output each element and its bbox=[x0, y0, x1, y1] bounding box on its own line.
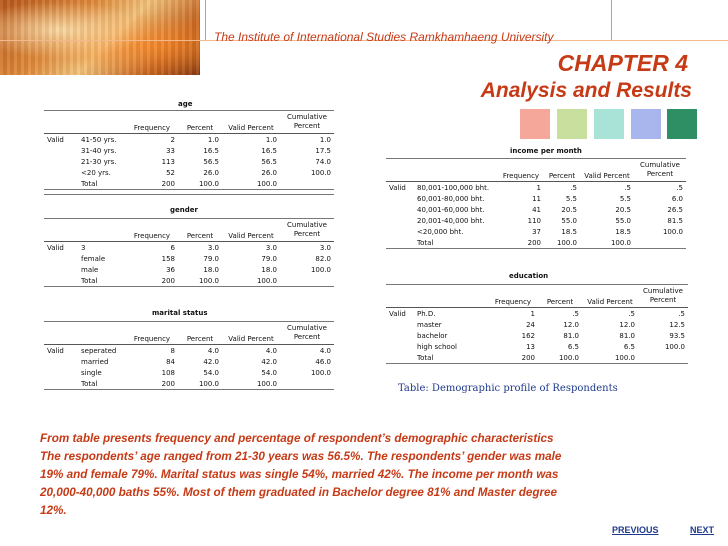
column-header: Frequency bbox=[126, 122, 178, 134]
header-spacer bbox=[44, 322, 78, 334]
table-cell: 3.0 bbox=[319, 243, 331, 252]
header-spacer bbox=[582, 285, 638, 297]
institution-name: The Institute of International Studies Ramkhamhaeng University bbox=[214, 30, 554, 44]
table-cell: 110 bbox=[527, 216, 541, 225]
table-cell: 162 bbox=[521, 331, 535, 340]
header-spacer bbox=[580, 159, 634, 171]
table-cell bbox=[634, 237, 686, 249]
table-cell: 26.0 bbox=[261, 168, 277, 177]
header-spacer bbox=[44, 111, 78, 123]
header-spacer bbox=[538, 285, 582, 297]
table-cell: 100.0 bbox=[610, 238, 631, 247]
row-label: 80,001-100,000 bht. bbox=[417, 183, 490, 192]
table-cell: 24 bbox=[526, 320, 535, 329]
previous-link[interactable]: PREVIOUS bbox=[612, 525, 659, 535]
table-row bbox=[386, 237, 686, 249]
row-group-label bbox=[386, 341, 414, 352]
header-spacer bbox=[414, 159, 498, 171]
table-cell: .5 bbox=[676, 183, 683, 192]
table-cell: 1 bbox=[530, 309, 535, 318]
table-cell: 26.0 bbox=[203, 168, 219, 177]
table-cell: 52 bbox=[166, 168, 175, 177]
table-row bbox=[44, 178, 334, 190]
row-group-label bbox=[44, 145, 78, 156]
header-spacer bbox=[126, 219, 178, 231]
table-cell: 1.0 bbox=[319, 135, 331, 144]
column-header: Percent bbox=[538, 296, 582, 308]
row-group-label bbox=[386, 330, 414, 341]
table-cell bbox=[638, 352, 688, 364]
row-label: female bbox=[81, 254, 106, 263]
table-cell: 20.5 bbox=[615, 205, 631, 214]
row-group-label bbox=[44, 264, 78, 275]
table-cell: 20.5 bbox=[561, 205, 577, 214]
table-cell: 6.5 bbox=[623, 342, 635, 351]
table-row bbox=[44, 264, 334, 275]
table-cell: 37 bbox=[532, 227, 541, 236]
header-divider bbox=[611, 0, 612, 40]
table-cell: 100.0 bbox=[310, 168, 331, 177]
table-cell: 16.5 bbox=[203, 146, 219, 155]
table-cell: 56.5 bbox=[261, 157, 277, 166]
column-header bbox=[44, 230, 78, 242]
column-header bbox=[78, 122, 126, 134]
table-cell: 100.0 bbox=[198, 276, 219, 285]
table-cell: 18.0 bbox=[203, 265, 219, 274]
row-group-label bbox=[44, 253, 78, 264]
row-group-label bbox=[386, 319, 414, 330]
table-cell: 36 bbox=[166, 265, 175, 274]
table-row bbox=[386, 215, 686, 226]
table-row bbox=[44, 275, 334, 287]
table-cell: .5 bbox=[570, 183, 577, 192]
table-cell: 79.0 bbox=[203, 254, 219, 263]
column-header: Cumulative Percent bbox=[638, 285, 688, 308]
table-cell: .5 bbox=[624, 183, 631, 192]
gender-table bbox=[44, 218, 334, 287]
row-label: high school bbox=[417, 342, 457, 351]
header-spacer bbox=[78, 111, 126, 123]
table-cell: 84 bbox=[166, 357, 175, 366]
decorative-square bbox=[594, 109, 624, 139]
row-group-label: Valid bbox=[47, 243, 64, 252]
table-row bbox=[44, 367, 334, 378]
row-label: 60,001-80,000 bht. bbox=[417, 194, 485, 203]
column-header: Valid Percent bbox=[580, 170, 634, 182]
marital-status-table bbox=[44, 321, 334, 390]
table-cell: 82.0 bbox=[315, 254, 331, 263]
table-row bbox=[44, 378, 334, 390]
row-label: single bbox=[81, 368, 102, 377]
summary-line: 19% and female 79%. Marital status was single 54%, married 42%. The income per month was bbox=[40, 468, 559, 481]
education-table bbox=[386, 284, 688, 364]
row-label: male bbox=[81, 265, 99, 274]
table-row bbox=[386, 330, 688, 341]
row-group-label bbox=[44, 367, 78, 378]
table-cell: 100.0 bbox=[310, 368, 331, 377]
table-cell: 74.0 bbox=[315, 157, 331, 166]
row-group-label bbox=[44, 275, 78, 287]
table-title-education: education bbox=[509, 272, 549, 280]
table-cell: 100.0 bbox=[198, 179, 219, 188]
table-cell: 3.0 bbox=[265, 243, 277, 252]
table-cell: 200 bbox=[161, 276, 175, 285]
table-cell: 200 bbox=[161, 379, 175, 388]
table-cell: 11 bbox=[532, 194, 541, 203]
table-cell: 6.5 bbox=[567, 342, 579, 351]
column-header: Cumulative Percent bbox=[634, 159, 686, 182]
column-header: Valid Percent bbox=[582, 296, 638, 308]
summary-paragraph bbox=[40, 430, 680, 520]
table-cell: 18.5 bbox=[561, 227, 577, 236]
row-label: Total bbox=[81, 379, 98, 388]
column-header bbox=[78, 333, 126, 345]
table-row bbox=[386, 308, 688, 320]
summary-line: From table presents frequency and percentage of respondent’s demographic characteristics bbox=[40, 432, 554, 445]
next-link[interactable]: NEXT bbox=[690, 525, 715, 535]
column-header: Percent bbox=[544, 170, 580, 182]
table-cell: .5 bbox=[678, 309, 685, 318]
table-row bbox=[386, 182, 686, 194]
row-label: 20,001-40,000 bht. bbox=[417, 216, 485, 225]
decorative-square bbox=[557, 109, 587, 139]
table-cell: 100.0 bbox=[614, 353, 635, 362]
table-row bbox=[44, 253, 334, 264]
column-header bbox=[414, 170, 498, 182]
table-cell: 12.0 bbox=[619, 320, 635, 329]
summary-line: The respondents’ age ranged from 21-30 years was 56.5%. The respondents’ gender was male bbox=[40, 450, 562, 463]
section-title: Analysis and Results bbox=[480, 79, 692, 102]
column-header: Frequency bbox=[126, 230, 178, 242]
header-spacer bbox=[386, 159, 414, 171]
header-spacer bbox=[222, 111, 280, 123]
row-group-label bbox=[386, 193, 414, 204]
table-row bbox=[386, 193, 686, 204]
table-cell: 100.0 bbox=[662, 227, 683, 236]
table-cell: 1.0 bbox=[207, 135, 219, 144]
table-frame bbox=[44, 194, 334, 195]
table-cell: 41 bbox=[532, 205, 541, 214]
table-row bbox=[44, 156, 334, 167]
row-group-label bbox=[44, 167, 78, 178]
table-cell: 4.0 bbox=[319, 346, 331, 355]
table-cell: 2 bbox=[170, 135, 175, 144]
table-cell: 4.0 bbox=[207, 346, 219, 355]
table-title-gender: gender bbox=[170, 206, 198, 214]
column-header bbox=[44, 333, 78, 345]
column-header bbox=[386, 170, 414, 182]
table-cell: 100.0 bbox=[310, 265, 331, 274]
table-cell: 13 bbox=[526, 342, 535, 351]
row-group-label: Valid bbox=[47, 346, 64, 355]
header-spacer bbox=[78, 322, 126, 334]
header-spacer bbox=[178, 322, 222, 334]
row-label: 3 bbox=[81, 243, 86, 252]
table-cell: 17.5 bbox=[315, 146, 331, 155]
row-group-label bbox=[386, 226, 414, 237]
table-cell: .5 bbox=[572, 309, 579, 318]
table-cell: 100.0 bbox=[558, 353, 579, 362]
table-cell: 1.0 bbox=[265, 135, 277, 144]
table-cell: 4.0 bbox=[265, 346, 277, 355]
header-spacer bbox=[44, 219, 78, 231]
table-cell: 18.0 bbox=[261, 265, 277, 274]
table-row bbox=[44, 345, 334, 357]
table-cell: 1 bbox=[536, 183, 541, 192]
row-label: 40,001-60,000 bht. bbox=[417, 205, 485, 214]
header-spacer bbox=[126, 322, 178, 334]
table-row bbox=[44, 167, 334, 178]
column-header: Cumulative Percent bbox=[280, 219, 334, 242]
table-cell: 6.0 bbox=[671, 194, 683, 203]
table-cell: 12.5 bbox=[669, 320, 685, 329]
column-header: Cumulative Percent bbox=[280, 111, 334, 134]
table-cell: 8 bbox=[170, 346, 175, 355]
column-header: Valid Percent bbox=[222, 333, 280, 345]
table-row bbox=[386, 352, 688, 364]
table-title-income: income per month bbox=[510, 147, 582, 155]
table-cell: 79.0 bbox=[261, 254, 277, 263]
header-divider bbox=[205, 0, 206, 40]
row-label: Total bbox=[417, 238, 434, 247]
column-header bbox=[386, 296, 414, 308]
column-header: Frequency bbox=[498, 170, 544, 182]
row-label: <20,000 bht. bbox=[417, 227, 464, 236]
table-cell: 100.0 bbox=[198, 379, 219, 388]
table-cell: 81.5 bbox=[667, 216, 683, 225]
table-cell: 5.5 bbox=[619, 194, 631, 203]
table-cell: 16.5 bbox=[261, 146, 277, 155]
table-row bbox=[44, 145, 334, 156]
row-label: seperated bbox=[81, 346, 117, 355]
chapter-title: CHAPTER 4 bbox=[557, 50, 688, 76]
table-cell: 6 bbox=[170, 243, 175, 252]
table-cell: 56.5 bbox=[203, 157, 219, 166]
summary-line: 12%. bbox=[40, 504, 67, 517]
summary-line: 20,000-40,000 baths 55%. Most of them graduated in Bachelor degree 81% and Master degree bbox=[40, 486, 558, 499]
table-cell: 200 bbox=[161, 179, 175, 188]
table-cell: 100.0 bbox=[664, 342, 685, 351]
header-spacer bbox=[222, 322, 280, 334]
table-cell: 93.5 bbox=[669, 331, 685, 340]
row-label: master bbox=[417, 320, 442, 329]
header-spacer bbox=[222, 219, 280, 231]
table-cell: 54.0 bbox=[261, 368, 277, 377]
column-header: Valid Percent bbox=[222, 122, 280, 134]
table-cell: 100.0 bbox=[556, 238, 577, 247]
header-spacer bbox=[498, 159, 544, 171]
row-label: 31-40 yrs. bbox=[81, 146, 117, 155]
decorative-square bbox=[667, 109, 697, 139]
row-group-label: Valid bbox=[47, 135, 64, 144]
column-header: Frequency bbox=[488, 296, 538, 308]
column-header bbox=[78, 230, 126, 242]
row-group-label: Valid bbox=[389, 183, 406, 192]
row-group-label bbox=[386, 352, 414, 364]
row-group-label bbox=[386, 215, 414, 226]
table-cell: 55.0 bbox=[615, 216, 631, 225]
column-header: Valid Percent bbox=[222, 230, 280, 242]
table-cell: 113 bbox=[161, 157, 175, 166]
table-cell: 26.5 bbox=[667, 205, 683, 214]
income-table bbox=[386, 158, 686, 249]
decorative-square bbox=[631, 109, 661, 139]
table-row bbox=[386, 204, 686, 215]
row-label: married bbox=[81, 357, 109, 366]
table-cell: 42.0 bbox=[261, 357, 277, 366]
row-group-label bbox=[44, 356, 78, 367]
table-cell: 158 bbox=[161, 254, 175, 263]
header-spacer bbox=[544, 159, 580, 171]
decorative-square bbox=[520, 109, 550, 139]
table-cell bbox=[280, 178, 334, 190]
table-cell: 46.0 bbox=[315, 357, 331, 366]
table-cell: 55.0 bbox=[561, 216, 577, 225]
header-spacer bbox=[178, 219, 222, 231]
row-group-label bbox=[44, 156, 78, 167]
row-label: Total bbox=[81, 179, 98, 188]
column-header: Percent bbox=[178, 230, 222, 242]
table-title-age: age bbox=[178, 100, 193, 108]
table-cell: 18.5 bbox=[615, 227, 631, 236]
table-cell: 12.0 bbox=[563, 320, 579, 329]
table-title-marital-status: marital status bbox=[152, 309, 208, 317]
table-cell: 100.0 bbox=[256, 379, 277, 388]
header-spacer bbox=[178, 111, 222, 123]
table-cell: 81.0 bbox=[563, 331, 579, 340]
table-row bbox=[44, 242, 334, 254]
column-header bbox=[44, 122, 78, 134]
column-header: Cumulative Percent bbox=[280, 322, 334, 345]
table-cell bbox=[280, 378, 334, 390]
table-cell: 200 bbox=[527, 238, 541, 247]
header-banner-image bbox=[0, 0, 200, 75]
table-cell: 100.0 bbox=[256, 276, 277, 285]
column-header: Percent bbox=[178, 333, 222, 345]
table-cell: 5.5 bbox=[565, 194, 577, 203]
row-group-label: Valid bbox=[389, 309, 406, 318]
row-label: Total bbox=[417, 353, 434, 362]
header-spacer bbox=[126, 111, 178, 123]
table-row bbox=[386, 319, 688, 330]
row-label: Ph.D. bbox=[417, 309, 436, 318]
header-spacer bbox=[488, 285, 538, 297]
table-row bbox=[386, 341, 688, 352]
row-group-label bbox=[386, 204, 414, 215]
table-row bbox=[386, 226, 686, 237]
header-spacer bbox=[78, 219, 126, 231]
table-cell: 200 bbox=[521, 353, 535, 362]
table-row bbox=[44, 356, 334, 367]
table-cell: 42.0 bbox=[203, 357, 219, 366]
table-caption: Table: Demographic profile of Respondents bbox=[398, 383, 618, 394]
row-group-label bbox=[44, 178, 78, 190]
table-cell bbox=[280, 275, 334, 287]
row-label: <20 yrs. bbox=[81, 168, 111, 177]
row-label: Total bbox=[81, 276, 98, 285]
column-header bbox=[414, 296, 488, 308]
table-cell: 100.0 bbox=[256, 179, 277, 188]
column-header: Percent bbox=[178, 122, 222, 134]
table-cell: 54.0 bbox=[203, 368, 219, 377]
row-label: 21-30 yrs. bbox=[81, 157, 117, 166]
table-cell: 81.0 bbox=[619, 331, 635, 340]
row-group-label bbox=[44, 378, 78, 390]
header-spacer bbox=[414, 285, 488, 297]
table-cell: .5 bbox=[628, 309, 635, 318]
table-row bbox=[44, 134, 334, 146]
row-label: 41-50 yrs. bbox=[81, 135, 117, 144]
table-cell: 33 bbox=[166, 146, 175, 155]
table-cell: 3.0 bbox=[207, 243, 219, 252]
row-group-label bbox=[386, 237, 414, 249]
row-label: bachelor bbox=[417, 331, 448, 340]
header-spacer bbox=[386, 285, 414, 297]
age-table bbox=[44, 110, 334, 190]
table-cell: 108 bbox=[161, 368, 175, 377]
column-header: Frequency bbox=[126, 333, 178, 345]
